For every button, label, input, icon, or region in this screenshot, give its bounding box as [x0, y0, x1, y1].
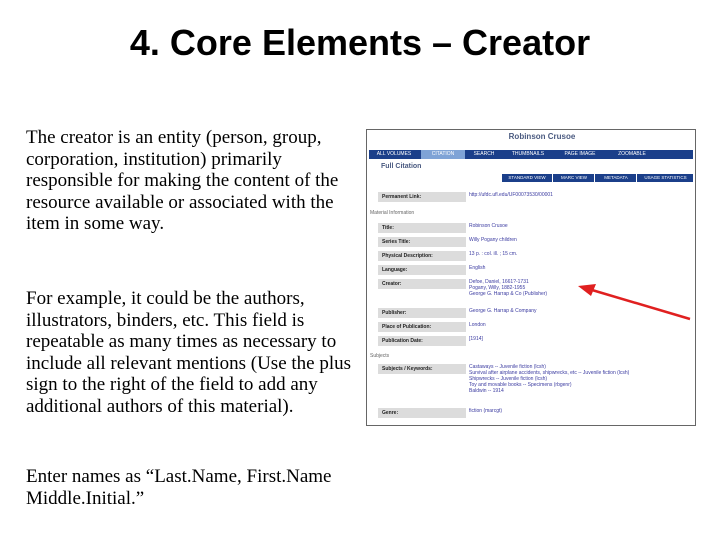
- material-information-label: Material Information: [370, 210, 415, 216]
- field-label: Genre:: [378, 408, 466, 418]
- field-value[interactable]: George G. Harrap & Company: [469, 308, 537, 314]
- paragraph-name-format: Enter names as “Last.Name, First.Name Middle.Initial.”: [26, 466, 332, 509]
- field-label: Language:: [378, 265, 466, 275]
- tab-marc-view[interactable]: MARC VIEW: [552, 174, 595, 182]
- field-value[interactable]: London: [469, 322, 486, 328]
- field-label: Series Title:: [378, 237, 466, 247]
- slide-title: 4. Core Elements – Creator: [129, 22, 591, 63]
- creator-values[interactable]: Defoe, Daniel, 1661?-1731 Pogany, Willy, 1882-1955 George G. Harrap & Co (Publisher): [469, 279, 548, 297]
- tab-zoomable[interactable]: ZOOMABLE: [618, 151, 646, 157]
- paragraph-definition: The creator is an entity (person, group, corporation, institution) primarily responsible for making the content of the resource available or associated with the item in some way.: [26, 127, 339, 234]
- field-value: Robinson Crusoe: [469, 223, 508, 229]
- field-label: Publisher:: [378, 308, 466, 318]
- field-value: 13 p. : col. ill. ; 15 cm.: [469, 251, 518, 257]
- tab-all-volumes[interactable]: ALL VOLUMES: [376, 151, 412, 157]
- subjects-label: Subjects: [370, 353, 390, 359]
- tab-search[interactable]: SEARCH: [473, 151, 495, 157]
- tab-standard-view[interactable]: STANDARD VIEW: [508, 175, 546, 180]
- record-title: Robinson Crusoe: [508, 132, 576, 141]
- tab-citation[interactable]: CITATION: [421, 150, 465, 159]
- field-value[interactable]: Willy Pogany children: [469, 237, 517, 243]
- field-label: Subjects / Keywords:: [378, 364, 466, 374]
- subject-values[interactable]: Castaways -- Juvenile fiction (lcsh) Survival after airplane accidents, shipwrecks, etc -- Juvenile fiction (lcsh) Shipwrecks -- Juvenile fiction (lcsh) Toy and movable books -- Specimens (rbgenr) Baldwin -- 1914: [469, 364, 630, 394]
- arrow-head: [578, 284, 596, 296]
- tab-page-image[interactable]: PAGE IMAGE: [564, 151, 596, 157]
- field-value: [1914]: [469, 336, 483, 342]
- field-label: Creator:: [378, 279, 466, 289]
- field-label: Permanent Link:: [378, 192, 466, 202]
- tab-metadata[interactable]: METADATA: [594, 174, 637, 182]
- field-label: Place of Publication:: [378, 322, 466, 332]
- field-value[interactable]: fiction (marcgt): [469, 408, 503, 414]
- field-label: Physical Description:: [378, 251, 466, 261]
- field-label: Publication Date:: [378, 336, 466, 346]
- tab-thumbnails[interactable]: THUMBNAILS: [511, 151, 545, 157]
- field-label: Title:: [378, 223, 466, 233]
- field-value: English: [469, 265, 486, 271]
- arrow-shaft: [592, 290, 690, 319]
- tab-usage-statistics[interactable]: USAGE STATISTICS: [636, 174, 694, 182]
- full-citation-heading: Full Citation: [381, 163, 422, 170]
- paragraph-examples: For example, it could be the authors, illustrators, binders, etc. This field is repeatable as many times as necessary to include all relevant mentions (Use the plus sign to the right of the field to add any additional authors of this material).: [26, 288, 352, 417]
- permanent-link[interactable]: http://ufdc.ufl.edu/UF00073530/00001: [469, 192, 553, 198]
